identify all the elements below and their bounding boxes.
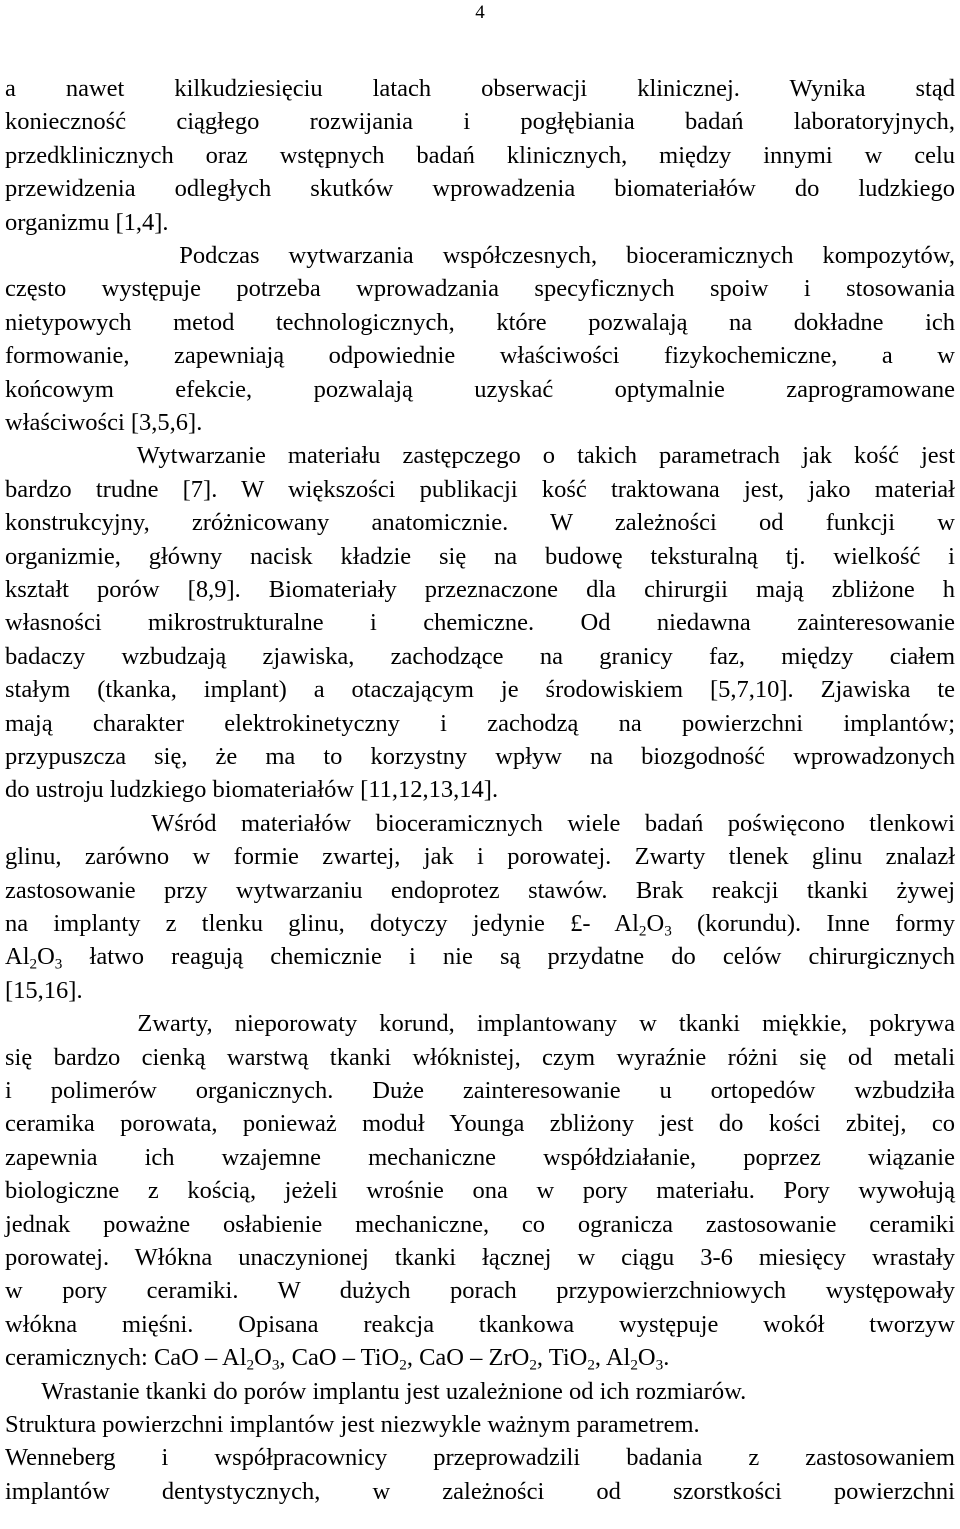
text-line: organizmie, główny nacisk kładzie się na budowę teksturalną tj. wielkość i [5, 542, 955, 570]
text-line: przedklinicznych oraz wstępnych badań klinicznych, między innymi w celu [5, 141, 955, 169]
text-line: nietypowych metod technologicznych, które pozwalają na dokładne ich [5, 308, 955, 336]
text-line: i polimerów organicznych. Duże zainteresowanie u ortopedów wzbudziła [5, 1077, 955, 1104]
text-line: włókna mięśni. Opisana reakcja tkankowa występuje wokół tworzyw [5, 1310, 955, 1338]
text-line: ceramika porowata, ponieważ moduł Younga zbliżony jest do kości zbitej, co [5, 1110, 955, 1138]
text-line: [15,16]. [5, 976, 83, 1004]
text-line: porowatej. Włókna unaczynionej tkanki łącznej w ciągu 3-6 miesięcy wrastały [5, 1244, 955, 1271]
text-line: a nawet kilkudziesięciu latach obserwacji klinicznej. Wynika stąd [5, 75, 955, 102]
text-line: mają charakter elektrokinetyczny i zachodzą na powierzchni implantów; [5, 709, 955, 737]
text-line: organizmu [1,4]. [5, 208, 169, 236]
text-line: biologiczne z kością, jeżeli wrośnie ona w pory materiału. Pory wywołują [5, 1177, 955, 1205]
text-line: $Al_2O_3$ łatwo reagują chemicznie i nie są przydatne do celów chirurgicznych [5, 943, 955, 973]
text-line: w pory ceramiki. W dużych porach przypowierzchniowych występowały [5, 1277, 955, 1305]
text-line: stałym (tkanka, implant) a otaczającym je środowiskiem [5,7,10]. Zjawiska te [5, 676, 955, 704]
text-line: Podczas wytwarzania współczesnych, bioceramicznych kompozytów, [5, 242, 955, 269]
text-line: się bardzo cienką warstwą tkanki włóknistej, czym wyraźnie różni się od metali [5, 1043, 955, 1071]
text-line: końcowym efekcie, pozwalają uzyskać optymalnie zaprogramowane [5, 375, 955, 403]
text-line: własności mikrostrukturalne i chemiczne. Od niedawna zainteresowanie [5, 609, 955, 637]
text-line: przypuszcza się, że ma to korzystny wpływ na biozgodność wprowadzonych [5, 743, 955, 770]
text-line: przewidzenia odległych skutków wprowadzenia biomateriałów do ludzkiego [5, 175, 955, 203]
text-line: właściwości [3,5,6]. [5, 409, 203, 436]
text-line: zapewnia ich wzajemne mechaniczne współdziałanie, poprzez wiązanie [5, 1143, 955, 1171]
text-line: Struktura powierzchni implantów jest niezwykle ważnym parametrem. [5, 1411, 700, 1438]
text-line: ceramicznych: CaO – $Al_2O_3$, CaO – TiO$_2$, CaO – ZrO$_2$, TiO$_2$, $Al_2O_3$. [5, 1344, 670, 1374]
text-line: kształt porów [8,9]. Biomateriały przeznaczone dla chirurgii mają zbliżone h [5, 576, 955, 603]
text-line: Zwarty, nieporowaty korund, implantowany w tkanki miękkie, pokrywa [5, 1010, 955, 1038]
text-line: glinu, zarówno w formie zwartej, jak i porowatej. Zwarty tlenek glinu znalazł [5, 843, 955, 871]
text-line: konieczność ciągłego rozwijania i pogłębiania badań laboratoryjnych, [5, 108, 955, 136]
text-line: zastosowanie przy wytwarzaniu endoprotez stawów. Brak reakcji tkanki żywej [5, 876, 955, 904]
text-line: implantów dentystycznych, w zależności od szorstkości powierzchni [5, 1477, 955, 1505]
text-line: do ustroju ludzkiego biomateriałów [11,12,13,14]. [5, 776, 499, 804]
text-line: Wrastanie tkanki do porów implantu jest uzależnione od ich rozmiarów. [5, 1377, 747, 1405]
text-line: Wenneberg i współpracownicy przeprowadzili badania z zastosowaniem [5, 1444, 955, 1472]
text-line: Wśród materiałów bioceramicznych wiele badań poświęcono tlenkowi [5, 809, 955, 837]
text-line: bardzo trudne [7]. W większości publikacji kość traktowana jest, jako materiał [5, 475, 955, 503]
text-line: jednak poważne osłabienie mechaniczne, co ogranicza zastosowanie ceramiki [5, 1210, 955, 1238]
text-line: Wytwarzanie materiału zastępczego o takich parametrach jak kość jest [5, 442, 955, 470]
text-line: formowanie, zapewniają odpowiednie właściwości fizykochemiczne, a w [5, 342, 955, 370]
text-line: badaczy wzbudzają zjawiska, zachodzące na granicy faz, między ciałem [5, 642, 955, 670]
text-line: konstrukcyjny, zróżnicowany anatomicznie. W zależności od funkcji w [5, 509, 955, 537]
page-number: 4 [475, 2, 485, 23]
text-line: na implanty z tlenku glinu, dotyczy jedynie £- $Al_2O_3$ (korundu). Inne formy [5, 910, 955, 940]
text-line: często występuje potrzeba wprowadzania specyficznych spoiw i stosowania [5, 275, 955, 303]
